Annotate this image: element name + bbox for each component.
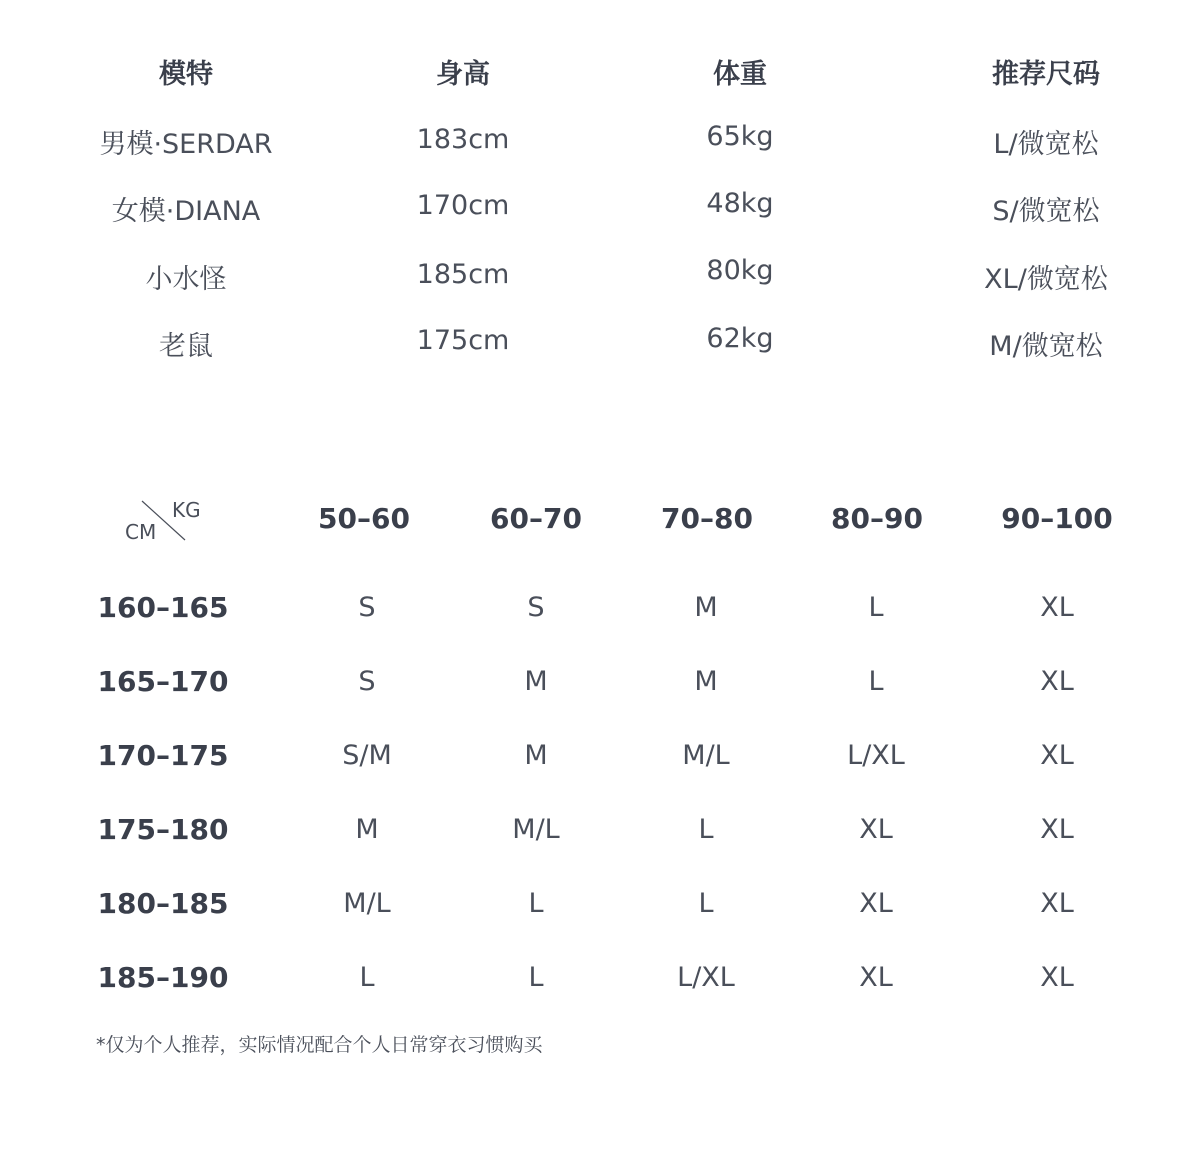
size-cell: L/XL: [677, 962, 735, 993]
weight-header: 60–70: [490, 502, 582, 535]
size-cell: M: [524, 666, 548, 697]
size-cell: XL: [1040, 888, 1074, 919]
size-cell: M: [694, 592, 718, 623]
size-cell: L: [698, 814, 714, 845]
header-height: 身高: [436, 59, 490, 90]
weight-header: 50–60: [318, 502, 410, 535]
size-cell: L: [359, 962, 375, 993]
size-cell: XL: [1040, 592, 1074, 623]
model-weight: 62kg: [706, 323, 774, 354]
header-model: 模特: [159, 59, 213, 90]
size-cell: XL: [1040, 814, 1074, 845]
size-cell: XL: [859, 814, 893, 845]
size-cell: M: [355, 814, 379, 845]
size-cell: L: [528, 888, 544, 919]
size-cell: XL: [1040, 962, 1074, 993]
size-cell: S/M: [342, 740, 392, 771]
height-range-label: 165–170: [97, 665, 229, 698]
size-cell: L: [868, 666, 884, 697]
weight-header: 80–90: [831, 502, 923, 535]
footnote: *仅为个人推荐，实际情况配合个人日常穿衣习惯购买: [96, 1034, 543, 1056]
weight-header: 70–80: [661, 502, 753, 535]
model-name: 小水怪: [145, 264, 227, 295]
size-cell: L: [528, 962, 544, 993]
header-recommended-size: 推荐尺码: [992, 59, 1100, 90]
height-range-label: 160–165: [97, 591, 229, 624]
size-cell: M/L: [682, 740, 730, 771]
model-name: 男模·SERDAR: [99, 129, 273, 160]
size-cell: S: [527, 592, 545, 623]
model-weight: 80kg: [706, 255, 774, 286]
model-weight: 65kg: [706, 121, 774, 152]
model-height: 175cm: [416, 325, 510, 356]
size-cell: L: [868, 592, 884, 623]
corner-kg-label: KG: [172, 498, 201, 522]
model-size: M/微宽松: [989, 331, 1103, 362]
size-cell: L: [698, 888, 714, 919]
size-cell: XL: [1040, 740, 1074, 771]
size-cell: XL: [1040, 666, 1074, 697]
height-range-label: 170–175: [97, 739, 229, 772]
size-cell: M/L: [343, 888, 391, 919]
size-cell: L/XL: [847, 740, 905, 771]
size-cell: M: [694, 666, 718, 697]
model-height: 185cm: [416, 259, 510, 290]
model-weight: 48kg: [706, 188, 774, 219]
model-size: L/微宽松: [993, 129, 1099, 160]
model-height: 170cm: [416, 190, 510, 221]
size-cell: S: [358, 592, 376, 623]
height-range-label: 185–190: [97, 961, 229, 994]
corner-cm-label: CM: [125, 520, 157, 544]
weight-header: 90–100: [1001, 502, 1113, 535]
model-size: S/微宽松: [992, 196, 1100, 227]
model-name: 老鼠: [159, 331, 213, 362]
model-size: XL/微宽松: [984, 264, 1108, 295]
height-range-label: 180–185: [97, 887, 229, 920]
size-cell: XL: [859, 888, 893, 919]
height-range-label: 175–180: [97, 813, 229, 846]
model-name: 女模·DIANA: [111, 196, 261, 227]
corner-header: [124, 498, 208, 546]
model-height: 183cm: [416, 124, 510, 155]
size-cell: M/L: [512, 814, 560, 845]
header-weight: 体重: [713, 59, 767, 90]
size-cell: S: [358, 666, 376, 697]
size-cell: XL: [859, 962, 893, 993]
size-cell: M: [524, 740, 548, 771]
